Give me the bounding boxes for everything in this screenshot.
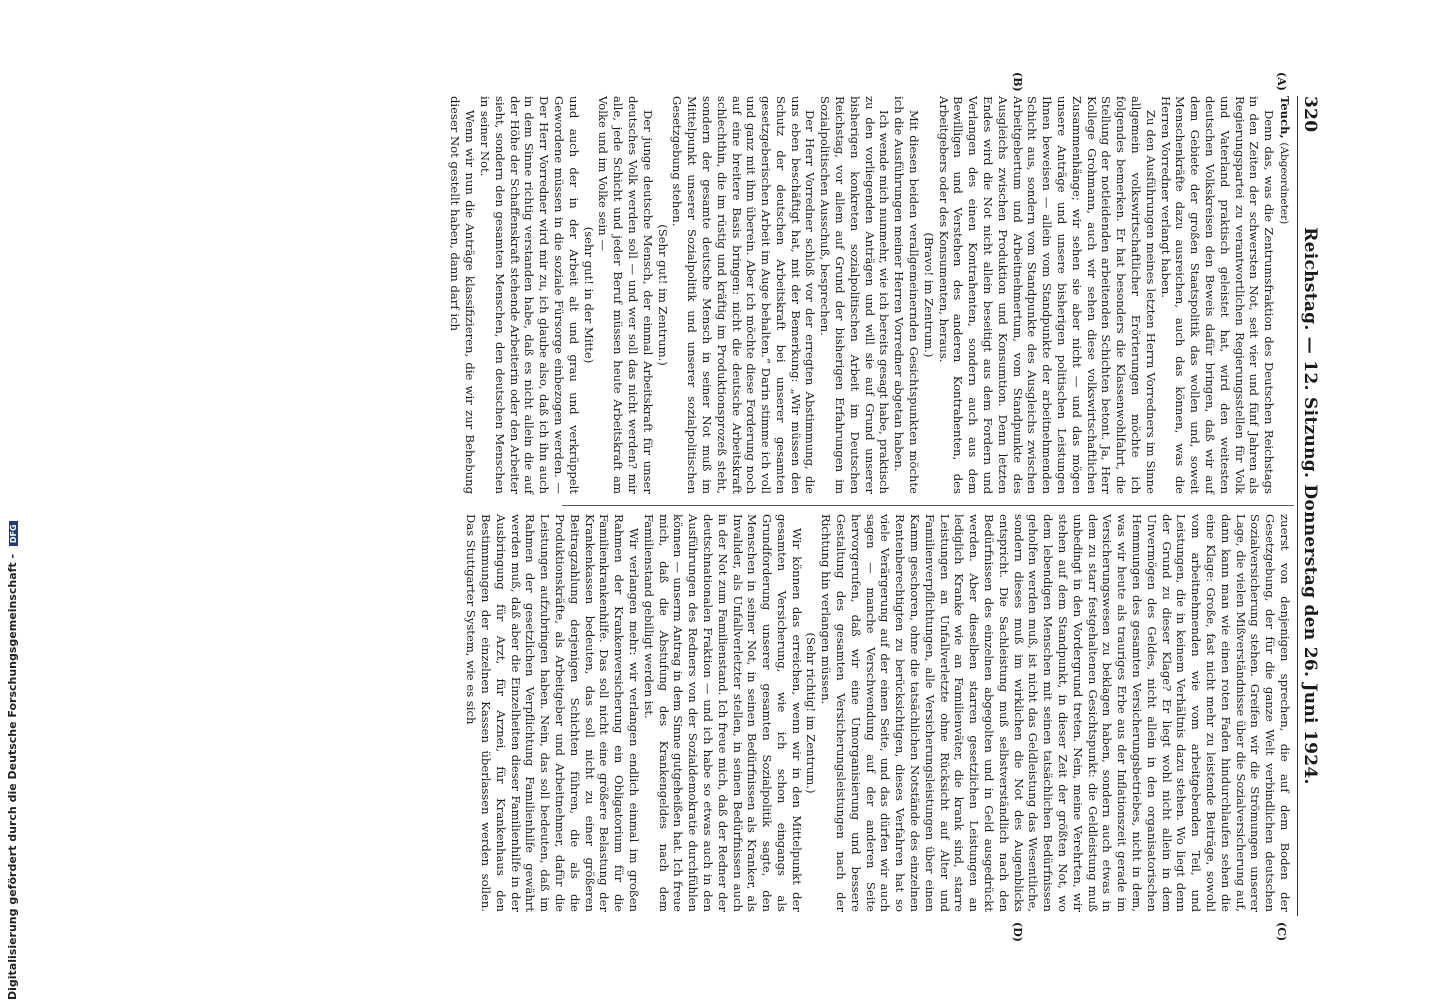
margin-mark-a: (A) [1275, 72, 1288, 91]
paragraph: Wir verlangen mehr: wir verlangen endlich einmal im großen Rahmen der Krankenversicherung ein Obligatorium für die Familienkrankenhilfe. Das soll nicht eine größere Belastung der Krankenkassen bedeuten, das soll nicht zu einer größeren Beitragzahlung derjenigen Schichten führen, die als die Produktionskräfte, als Arbeitgeber und Arbeitnehmer, dafür die Leistungen aufzubringen haben. Nein, das soll bedeuten, daß im Rahmen der gesetzlichen Verpflichtung Familienhilfe gewährt werden muß, daß aber die Einzelheiten dieser Familienhilfe in der Ausbringung für Arzt, für Arznei, für Krankenhaus den Bestimmungen der einzelnen Kassen überlassen werden sollen. Das Stuttgarter System, wie es sich [464, 514, 641, 912]
paragraph: Der junge deutsche Mensch, der einmal Arbeitskraft für unser deutsches Volk werden soll — und wer soll das nicht werden? mir alle, jede Schicht und jeder Beruf müssen heute Arbeitskraft am Volke und im Volke sein — [596, 96, 655, 494]
digitization-credit [6, 0, 19, 1000]
speaker-role: Abgeordneter [1278, 146, 1290, 221]
text-column-left [448, 96, 1292, 494]
margin-mark-b: (B) [1011, 72, 1024, 92]
speaker-name: Teuch, [1278, 96, 1292, 139]
page-number: 320 [1300, 96, 1320, 133]
paragraph: und auch der in der Arbeit alt und grau und verkrüppelt Gewordene müssen in die soziale Fürsorge einbezogen werden. — Der Herr Vorredner wird mir zu, ich glaube also, daß ich ihn auch in dem Sinne richtig verstanden habe, daß es nicht allein die auf der Höhe der Schaffenskraft stehende Arbeiterin oder den Arbeiter sieht, sondern den gesamten Menschen, den deutschen Menschen in seiner Not. [477, 96, 581, 494]
paragraph: Der Herr Vorredner schloß vor der erregten Abstimmung, die uns eben beschäftigt hat, mit der Bemerkung: „Wir müssen den Schutz der deutschen Arbeitskraft bei unserer gesamten gesetzgeberischen Arbeit im Auge behalten.“ Darin stimme ich voll und ganz mit ihm überein. Aber ich möchte diese Forderung noch auf eine breitere Basis bringen: nicht die deutsche Arbeitskraft schlechthin, die im rüstig und kräftig im Produktionsprozeß steht, sondern der gesamte deutsche Mensch in seiner Not muß im Mittelpunkt unserer Sozialpolitik und unserer sozialpolitischen Gesetzgebung stehen. [670, 96, 818, 494]
margin-mark-d: (D) [1011, 922, 1024, 942]
paragraph: Ich wende mich nunmehr, wie ich bereits gesagt habe, praktisch zu den vorliegenden Anträgen und will sie auf Grund unserer bisherigen konkreten sozialpolitischen Arbeit im Deutschen Reichstag, vor allem auf Grund der bisherigen Erfahrungen im Sozialpolitischen Ausschuß, besprechen. [818, 96, 892, 494]
paragraph: Wir können das erreichen, wenn wir in den Mittelpunkt der gesamten Versicherung, wie ich schon eingangs als Grundforderung unserer gesamten Sozialpolitik sagte, den Menschen in seiner Not, in seinen Bedürfnissen als Kranker, als Invalider, als Unfallverletzter stellen, in seinen Bedürfnissen auch in der Not zum Familienstand. Ich freue mich, daß der Redner der deutschnationalen Fraktion — und ich habe so etwas auch in den Ausführungen des Redners von der Sozialdemokratie durchfühlen können — unserm Antrag in dem Sinne gutgeheißen hat. Ich freue mich, daß die Abstufung des Krankengeldes nach dem Familienstand gebilligt werden ist. [641, 514, 804, 912]
paragraph: Zu den Ausführungen meines letzten Herrn Vorredners im Sinne allgemein volkswirtschaftlicher Erörterungen möchte ich folgendes bemerken. Er hat besonders die Klassenwohlfahrt, die Stellung der notleidenden arbeitenden Schichten betont. Ja, Herr Kollege Grohmann, auch wir sehen diese volkswirtschaftlichen Zusammenhänge; wir sehen sie aber nicht — und das mögen unsere Anträge und unsere bisherigen politischen Leistungen Ihnen beweisen — allein vom Standpunkte der arbeitnehmenden Schicht aus, sondern vom Standpunkte des Ausgleichs zwischen Arbeitgebertum und Arbeitnehmertum, vom Standpunkte des Ausgleichs zwischen Produktion und Konsumtion. Denn letzten Endes wird die Not nicht allein beseitigt aus dem Fordern und Verlangen des einen Kontrahenten, sondern auch aus dem Bewilligen und Verstehen des anderen Kontrahenten, des Arbeitgebers oder des Konsumenten, heraus. [936, 96, 1158, 494]
paragraph: Mit diesen beiden verallgemeinernden Gesichtspunkten möchte ich die Ausführungen meiner Herren Vorredner abgetan haben. [892, 96, 922, 494]
paragraph: Wenn wir nun die Anträge klassifizieren, die wir zur Behebung dieser Not gestellt haben, dann darf ich [448, 96, 478, 494]
paragraph: Denn das, was die Zentrumsfraktion des Deutschen Reichstags in den Zeiten der schwersten Not, seit vier und fünf Jahren als Regierungspartei zu verantwortlichen Regierungsstellen für Volk und Vaterland praktisch geleistet hat, wird den weitesten deutschen Volkskreisen den Beweis dafür bringen, daß wir auf dem Gebiete der großen Staatspolitik das wollen und, soweit Menschenkräfte dazu ausreichen, auch das können, was die Herren Vorredner verlangt haben. [1158, 96, 1277, 494]
page-header [1296, 96, 1326, 916]
interjection: (Sehr richtig! im Zentrum.) [804, 632, 819, 794]
interjection: (Sehr gut! im Zentrum.) [655, 224, 670, 366]
text-column-right [463, 514, 1292, 912]
page-title: Reichstag. — 12. Sitzung. Donnerstag den 26. Juni 1924. [1300, 227, 1320, 785]
paragraph: zuerst von denjenigen sprechen, die auf dem Boden der Gesetzgebung, der für die ganze Welt verbindlichen deutschen Sozialversicherung stehen. Greifen wir die Strömungen unserer Lage, die vielen Mißverständnisse über die Sozialversicherung auf, dann kann man wie einen roten Faden hindurchlaufen sehen die eine Klage: Große, fast nicht mehr zu leistende Beiträge, sowohl vom arbeitnehmenden wie vom arbeitgebenden Teil, und Leistungen, die in keinem Verhältnis dazu stehen. Wo liegt denn der Grund zu dieser Klage? Er liegt wohl nicht allein in dem Unvermögen des Geldes, nicht allein in den organisatorischen Hemmungen des gesamten Versicherungsbetriebes, nicht in dem, was wir heute als trauriges Erbe aus der Inflationszeit gerade im Versicherungswesen zu beklagen haben, sondern auch etwas in dem zu starr festgehaltenen Gesichtspunkt: die Geldleistung muß unbedingt in den Vordergrund treten. Nein, meine Verehrten, wir stehen auf dem Standpunkt, in dieser Zeit der größten Not, wo dem lebendigen Menschen mit seinen tatsächlichen Bedürfnissen geholfen werden muß, ist nicht das Geldleistung das Wesentliche, sondern dieses muß im wirklichen die Not des Augenblicks entspricht. Die Sachleistung muß selbstverständlich nach den Bedürfnissen des einzelnen abgegolten und in Geld ausgedrückt werden. Aber dieselben starren gesetzlichen Leistungen an lediglich Kranke wie an Familienväter, die krank sind, starre Leistungen an Unfallverletzte ohne Rücksicht auf Alter und Familienverpflichtungen, alle Versicherungsleistungen über einen Kamm geschoren, ohne die tatsächlichen Notstände des einzelnen Rentenberechtigten zu berücksichtigen, dieses Verfahren hat so viele Verärgerung auf der einen Seite, und das dürfen wir auch sagen — manche Verschwendung auf der anderen Seite hervorgerufen, daß wir eine Umorganisierung und bessere Gestaltung des gesamten Versicherungsleistungen nach der Richtung hin verlangen müssen. [819, 514, 1292, 912]
interjection: (Bravo! im Zentrum.) [921, 232, 936, 358]
interjection: (sehr gut! in der Mitte) [581, 226, 596, 364]
speaker-line: Teuch, (Abgeordneter) [1278, 96, 1292, 225]
dfg-logo: DFG [9, 521, 18, 546]
column-divider [562, 505, 1294, 506]
header-rule [1297, 96, 1298, 916]
credit-text: Digitalisierung gefördert durch die Deutsche Forschungsgemeinschaft - [6, 553, 19, 1000]
margin-mark-c: (C) [1275, 922, 1288, 942]
